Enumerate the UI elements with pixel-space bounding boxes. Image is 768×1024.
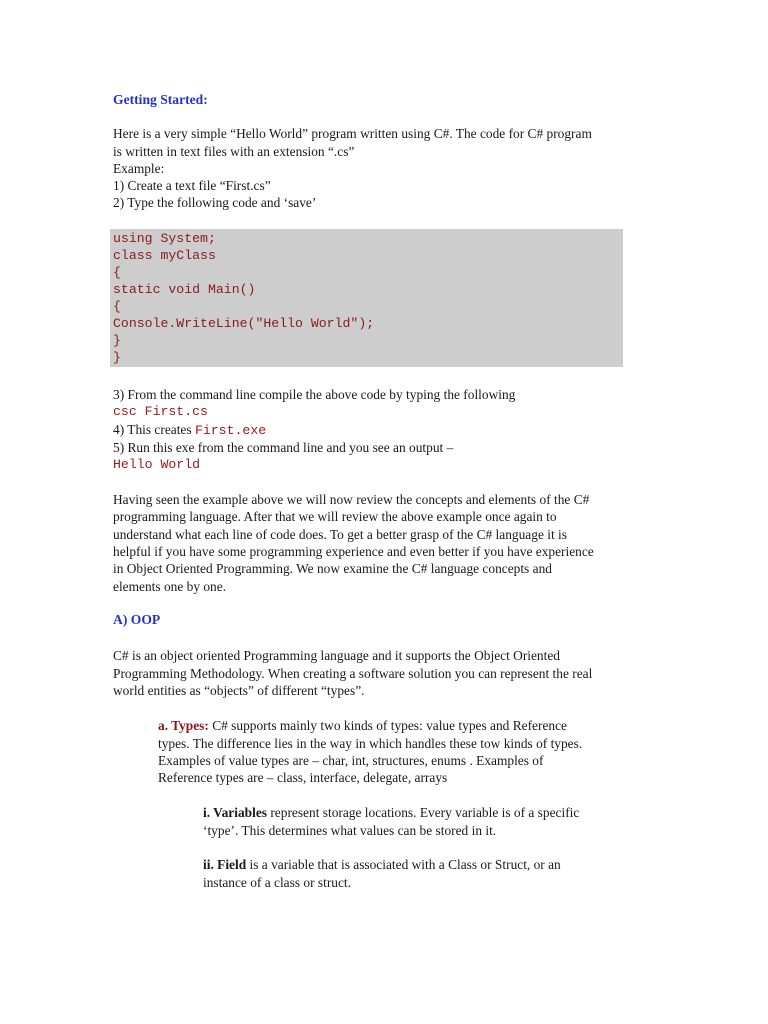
- types-label: a. Types:: [158, 718, 209, 733]
- field-line: instance of a class or struct.: [203, 875, 351, 890]
- code-line: }: [113, 350, 121, 365]
- intro-line: Here is a very simple “Hello World” program written using C#. The code for C# program: [113, 126, 592, 141]
- overview-line: helpful if you have some programming experience and even better if you have experience: [113, 544, 594, 559]
- intro-line: 1) Create a text file “First.cs”: [113, 178, 271, 193]
- step-4-text: 4) This creates: [113, 422, 195, 437]
- overview-line: programming language. After that we will review the above example once again to: [113, 509, 557, 524]
- heading-oop: A) OOP: [113, 612, 161, 627]
- oop-line: world entities as “objects” of different “types”.: [113, 683, 365, 698]
- field-line: [203, 856, 561, 873]
- code-line: Console.WriteLine("Hello World");: [113, 316, 375, 331]
- variables-line: [203, 804, 579, 821]
- overview-line: understand what each line of code does. To get a better grasp of the C# language it is: [113, 527, 567, 542]
- oop-line: C# is an object oriented Programming language and it supports the Object Oriented: [113, 648, 560, 663]
- program-output: Hello World: [113, 457, 201, 472]
- step-4: [113, 421, 266, 439]
- types-line: Reference types are – class, interface, delegate, arrays: [158, 770, 448, 785]
- variables-line: ‘type’. This determines what values can be stored in it.: [203, 823, 497, 838]
- intro-line: Example:: [113, 161, 165, 176]
- overview-line: elements one by one.: [113, 579, 227, 594]
- code-line: static void Main(): [113, 282, 256, 297]
- types-line: types. The difference lies in the way in which handles these tow kinds of types.: [158, 736, 583, 751]
- types-line: [158, 717, 567, 734]
- code-line: }: [113, 333, 121, 348]
- output-filename: First.exe: [194, 423, 267, 438]
- variables-label: i. Variables: [203, 805, 267, 820]
- code-line: {: [113, 265, 121, 280]
- code-line: using System;: [113, 231, 216, 246]
- code-block: [110, 229, 623, 367]
- code-line: class myClass: [113, 248, 216, 263]
- field-label: ii. Field: [203, 857, 247, 872]
- variables-text: represent storage locations. Every variable is of a specific: [267, 805, 580, 820]
- field-text: is a variable that is associated with a Class or Struct, or an: [246, 857, 561, 872]
- oop-line: Programming Methodology. When creating a software solution you can represent the real: [113, 666, 593, 681]
- types-text: C# supports mainly two kinds of types: value types and Reference: [208, 718, 567, 733]
- step-3: 3) From the command line compile the above code by typing the following: [113, 387, 516, 402]
- overview-line: Having seen the example above we will now review the concepts and elements of the C#: [113, 492, 590, 507]
- intro-line: is written in text files with an extension “.cs”: [113, 144, 355, 159]
- compile-command: csc First.cs: [113, 404, 208, 419]
- heading-getting-started: Getting Started:: [113, 92, 208, 107]
- code-line: {: [113, 299, 121, 314]
- step-5: 5) Run this exe from the command line and you see an output –: [113, 440, 454, 455]
- overview-line: in Object Oriented Programming. We now examine the C# language concepts and: [113, 561, 552, 576]
- types-line: Examples of value types are – char, int, structures, enums . Examples of: [158, 753, 544, 768]
- intro-line: 2) Type the following code and ‘save’: [113, 195, 317, 210]
